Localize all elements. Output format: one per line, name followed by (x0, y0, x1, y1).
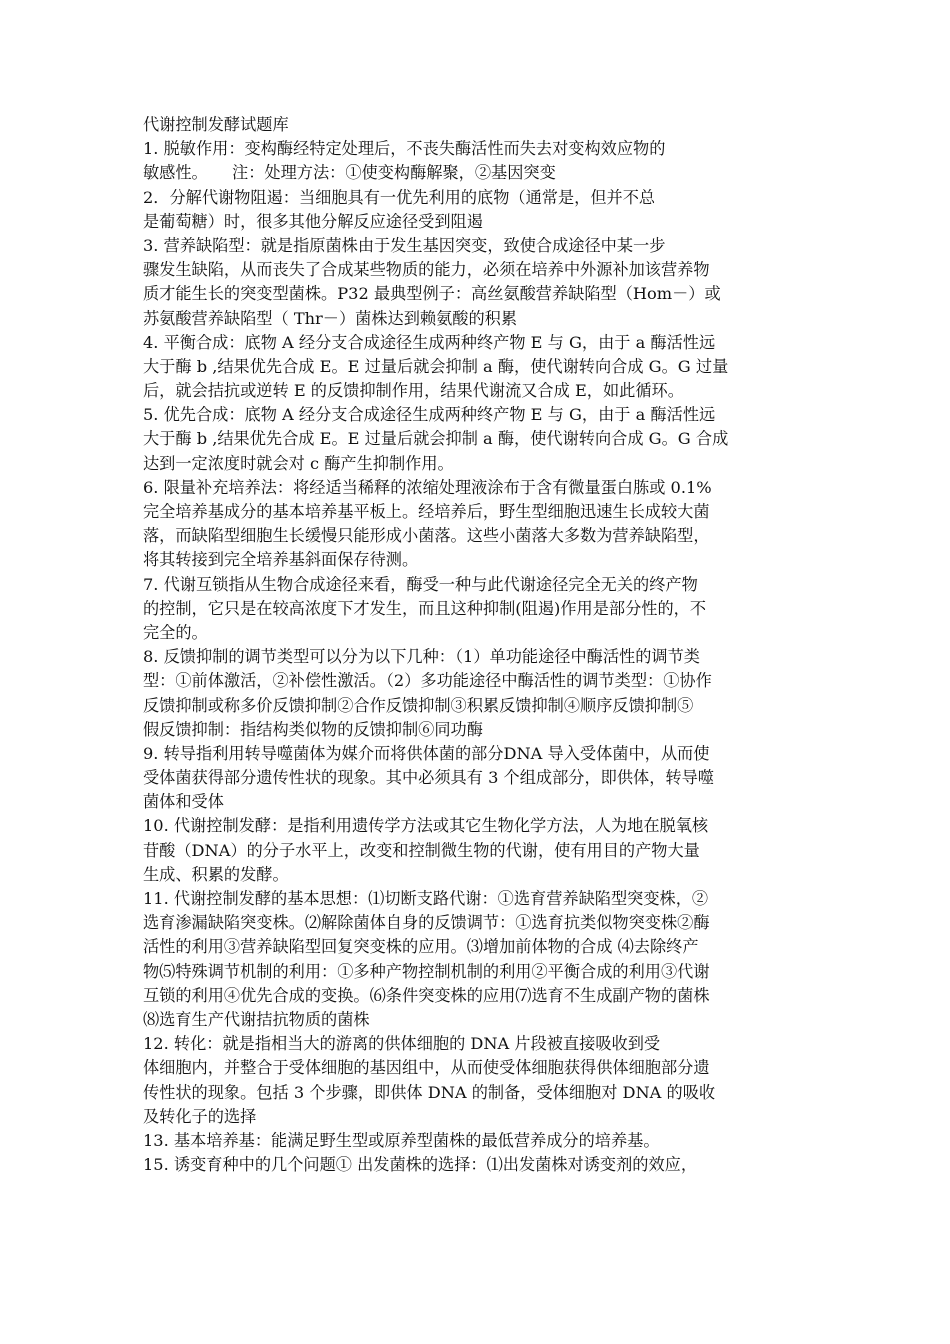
text-line: 6. 限量补充培养法：将经适当稀释的浓缩处理液涂布于含有微量蛋白胨或 0.1% (143, 477, 712, 497)
text-line: 达到一定浓度时就会对 c 酶产生抑制作用。 (143, 453, 454, 473)
text-line: 及转化子的选择 (143, 1106, 257, 1126)
text-line: 假反馈抑制：指结构类似物的反馈抑制⑥同功酶 (143, 719, 483, 739)
text-line: 的控制，它只是在较高浓度下才发生，而且这种抑制(阻遏)作用是部分性的，不 (143, 598, 707, 618)
text-line: 11. 代谢控制发酵的基本思想：⑴切断支路代谢：①选育营养缺陷型突变株，② (143, 889, 709, 908)
text-line: 12. 转化：就是指相当大的游离的供体细胞的 DNA 片段被直接吸收到受 (143, 1034, 661, 1054)
document-page (143, 113, 811, 1177)
text-line: 受体菌获得部分遗传性状的现象。其中必须具有 3 个组成部分，即供体，转导噬 (143, 768, 714, 788)
text-line: 物⑸特殊调节机制的利用：①多种产物控制机制的利用②平衡合成的利用③代谢 (143, 961, 710, 981)
text-line: 苏氨酸营养缺陷型（ Thr－）菌株达到赖氨酸的积累 (143, 308, 518, 328)
text-line: 10. 代谢控制发酵：是指利用遗传学方法或其它生物化学方法，人为地在脱氧核 (143, 816, 709, 836)
text-line: 敏感性。 注：处理方法：①使变构酶解聚，②基因突变 (143, 163, 556, 183)
text-line: 互锁的利用④优先合成的变换。⑹条件突变株的应用⑺选育不生成副产物的菌株 (143, 985, 710, 1005)
text-line: 大于酶 b ,结果优先合成 E。E 过量后就会抑制 a 酶，使代谢转向合成 G。G 过量 (143, 356, 729, 376)
text-line: 是葡萄糖）时，很多其他分解反应途径受到阻遏 (143, 211, 483, 231)
text-line: 完全的。 (143, 622, 208, 642)
text-line: 体细胞内，并整合于受体细胞的基因组中，从而使受体细胞获得供体细胞部分遗 (143, 1058, 710, 1078)
text-line: 质才能生长的突变型菌株。P32 最典型例子：高丝氨酸营养缺陷型（Hom－）或 (143, 284, 721, 304)
text-line: 将其转接到完全培养基斜面保存待测。 (143, 550, 419, 570)
text-line: 苷酸（DNA）的分子水平上，改变和控制微生物的代谢，使有用目的产物大量 (143, 840, 700, 860)
document-title: 代谢控制发酵试题库 (143, 115, 289, 134)
text-line: 8. 反馈抑制的调节类型可以分为以下几种：（1）单功能途径中酶活性的调节类 (143, 647, 700, 667)
text-line: 传性状的现象。包括 3 个步骤，即供体 DNA 的制备，受体细胞对 DNA 的吸收 (143, 1082, 716, 1102)
text-line: 13. 基本培养基：能满足野生型或原养型菌株的最低营养成分的培养基。 (143, 1130, 660, 1150)
text-line: 9. 转导指利用转导噬菌体为媒介而将供体菌的部分DNA 导入受体菌中，从而使 (143, 743, 710, 763)
text-line: 1. 脱敏作用：变构酶经特定处理后，不丧失酶活性而失去对变构效应物的 (143, 139, 666, 159)
text-line: 7. 代谢互锁指从生物合成途径来看，酶受一种与此代谢途径完全无关的终产物 (143, 574, 698, 594)
text-line: ⑻选育生产代谢拮抗物质的菌株 (143, 1009, 370, 1029)
text-line: 反馈抑制或称多价反馈抑制②合作反馈抑制③积累反馈抑制④顺序反馈抑制⑤ (143, 695, 694, 715)
text-line: 选育渗漏缺陷突变株。⑵解除菌体自身的反馈调节：①选育抗类似物突变株②酶 (143, 913, 710, 933)
text-line: 落，而缺陷型细胞生长缓慢只能形成小菌落。这些小菌落大多数为营养缺陷型， (143, 526, 710, 546)
text-line: 完全培养基成分的基本培养基平板上。经培养后，野生型细胞迅速生长成较大菌 (143, 502, 710, 521)
text-line: 3. 营养缺陷型：就是指原菌株由于发生基因突变，致使合成途径中某一步 (143, 235, 666, 255)
text-line: 生成、积累的发酵。 (143, 864, 289, 884)
text-line: 15. 诱变育种中的几个问题① 出发菌株的选择：⑴出发菌株对诱变剂的效应， (143, 1155, 698, 1175)
text-line: 2．分解代谢物阻遏：当细胞具有一优先利用的底物（通常是，但并不总 (143, 187, 656, 207)
text-line: 4. 平衡合成：底物 A 经分支合成途径生成两种终产物 E 与 G，由于 a 酶活性远 (143, 332, 716, 352)
text-line: 菌体和受体 (143, 792, 224, 812)
text-line: 型：①前体激活，②补偿性激活。（2）多功能途径中酶活性的调节类型：①协作 (143, 671, 712, 691)
text-line: 大于酶 b ,结果优先合成 E。E 过量后就会抑制 a 酶，使代谢转向合成 G。G 合成 (143, 429, 729, 449)
text-line: 后，就会拮抗或逆转 E 的反馈抑制作用，结果代谢流又合成 E，如此循环。 (143, 381, 684, 401)
text-line: 活性的利用③营养缺陷型回复突变株的应用。⑶增加前体物的合成 ⑷去除终产 (143, 937, 699, 957)
text-line: 5. 优先合成：底物 A 经分支合成途径生成两种终产物 E 与 G，由于 a 酶活性远 (143, 405, 716, 425)
text-line: 骤发生缺陷，从而丧失了合成某些物质的能力，必须在培养中外源补加该营养物 (143, 260, 710, 280)
